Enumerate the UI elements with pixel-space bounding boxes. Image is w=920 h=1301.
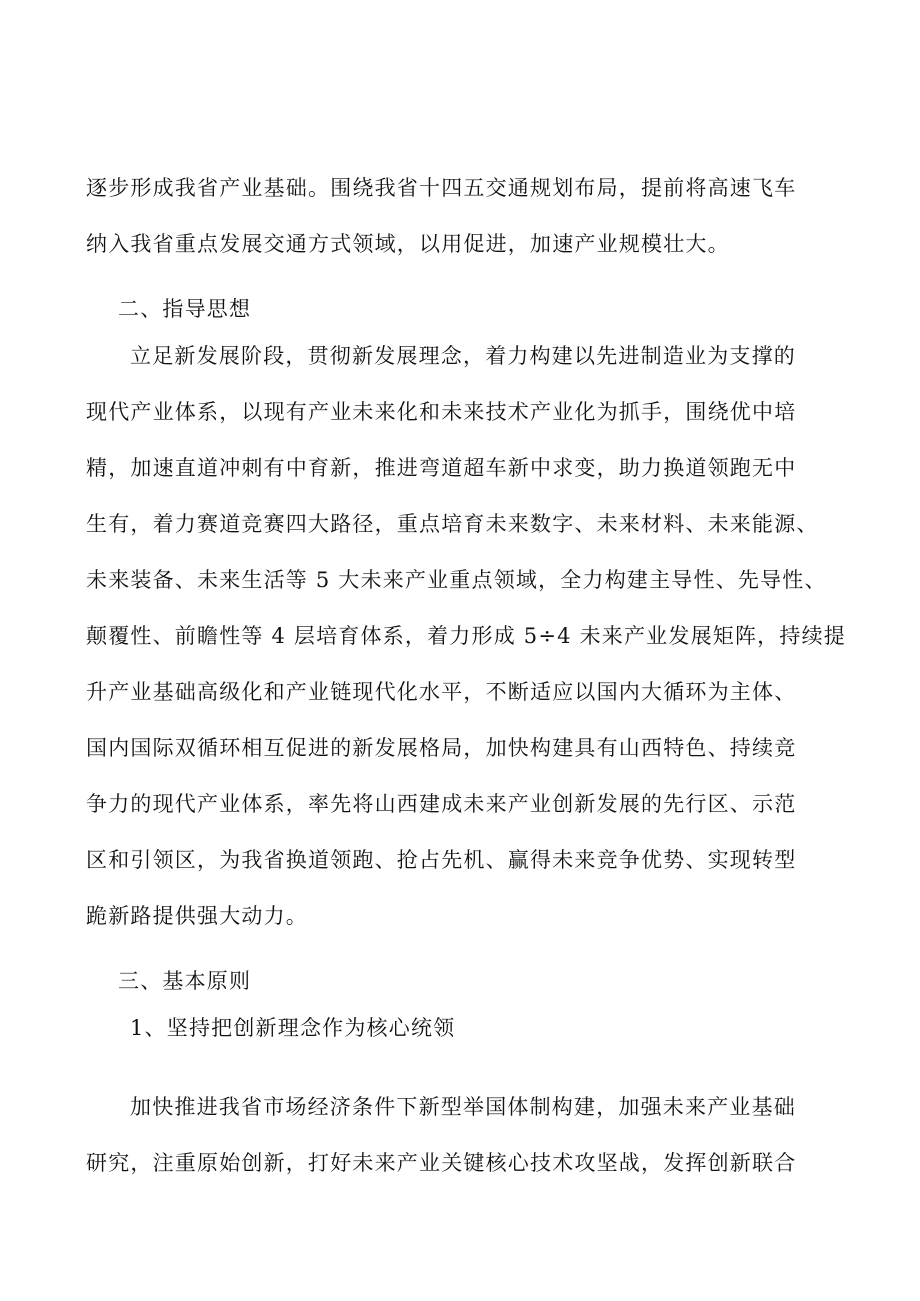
section-2-line-2: 现代产业体系，以现有产业未来化和未来技术产业化为抓手，围绕优中培 [86,400,797,424]
section-2-line-7: 升产业基础高级化和产业链现代化水平，不断适应以国内大循环为主体、 [86,680,797,704]
section-3-heading: 三、基本原则 [118,969,252,993]
section-2-line-11: 跪新路提供强大动力。 [86,904,308,928]
intro-line-1: 逐步形成我省产业基础。围绕我省十四五交通规划布局，提前将高速飞车 [86,176,797,200]
section-2-line-4: 生有，着力赛道竞赛四大路径，重点培育未来数字、未来材料、未来能源、 [86,512,819,536]
section-2-line-8: 国内国际双循环相互促进的新发展格局，加快构建具有山西特色、持续竞 [86,736,797,760]
section-2-line-10: 区和引领区，为我省换道领跑、抢占先机、赢得未来竞争优势、实现转型 [86,848,797,872]
section-2-line-3: 精，加速直道冲刺有中育新，推进弯道超车新中求变，助力换道领跑无中 [86,456,797,480]
principle-1-heading: 1、坚持把创新理念作为核心统领 [130,1016,456,1040]
principle-1-line-1: 加快推进我省市场经济条件下新型举国体制构建，加强未来产业基础 [130,1095,796,1119]
section-2-line-1: 立足新发展阶段，贯彻新发展理念，着力构建以先进制造业为支撑的 [130,344,796,368]
principle-1-line-2: 研究，注重原始创新，打好未来产业关键核心技术攻坚战，发挥创新联合 [86,1151,797,1175]
section-2-heading: 二、指导思想 [118,297,252,321]
intro-line-2: 纳入我省重点发展交通方式领域，以用促进，加速产业规模壮大。 [86,232,730,256]
section-2-line-6: 颠覆性、前瞻性等 4 层培育体系，着力形成 5÷4 未来产业发展矩阵，持续提 [86,624,846,648]
section-2-line-9: 争力的现代产业体系，率先将山西建成未来产业创新发展的先行区、示范 [86,792,797,816]
section-2-line-5: 未来装备、未来生活等 5 大未来产业重点领域，全力构建主导性、先导性、 [86,568,827,592]
